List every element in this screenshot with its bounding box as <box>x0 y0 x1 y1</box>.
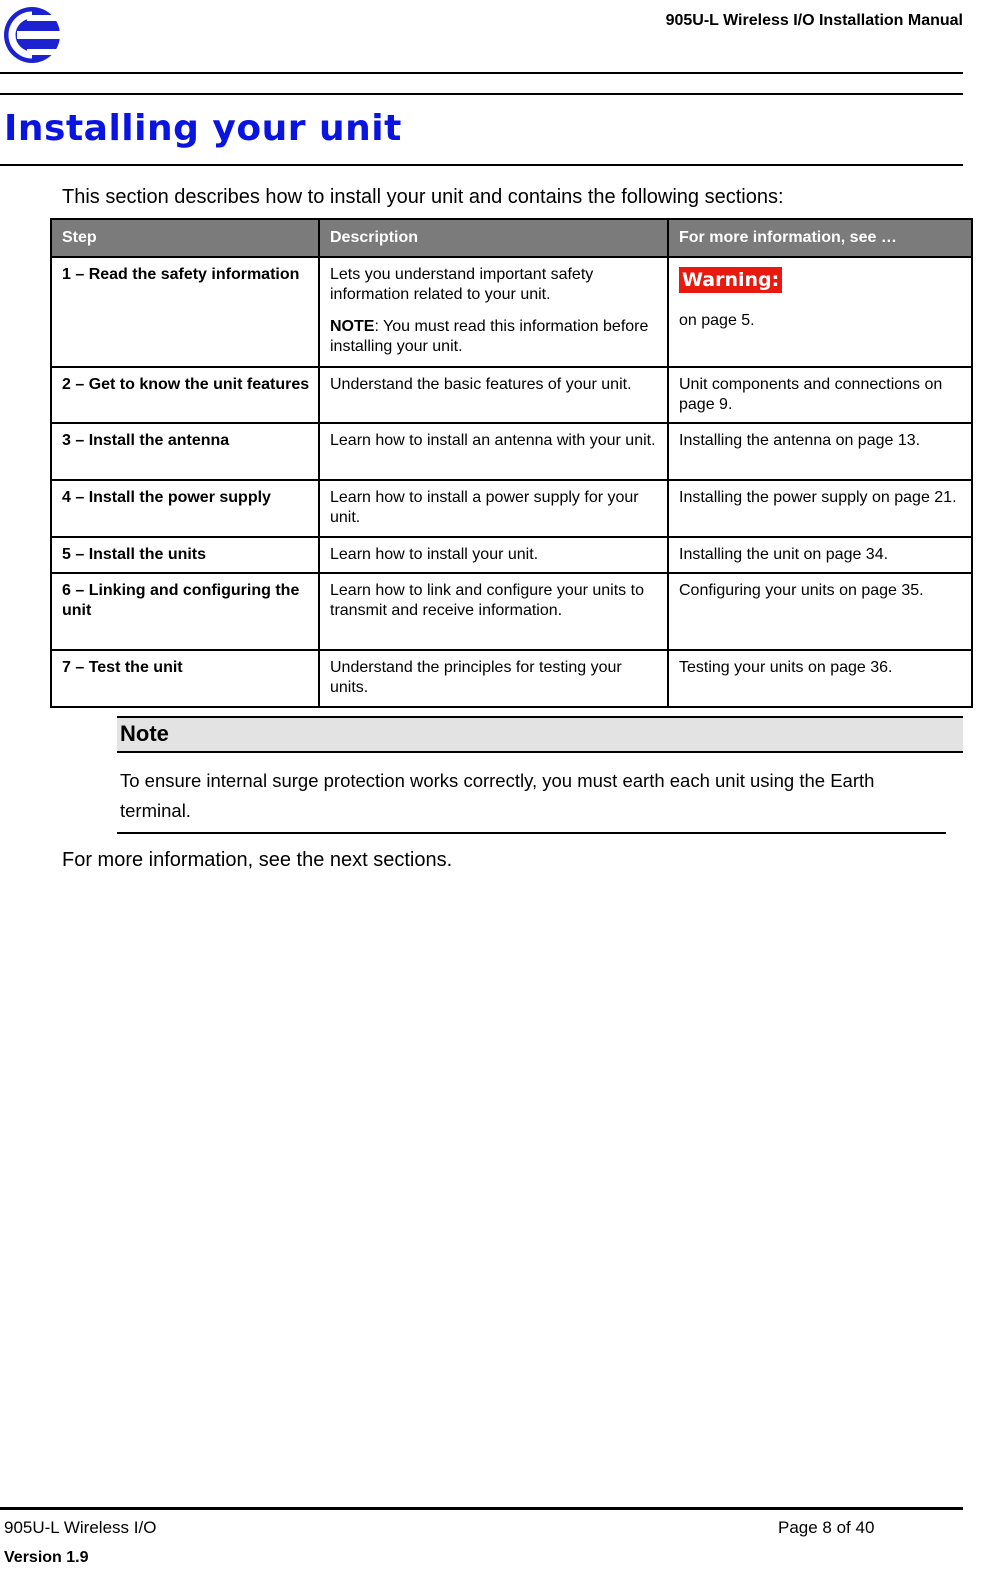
more-info-cell[interactable]: Installing the unit on page 34. <box>668 537 972 573</box>
description-cell: Learn how to install an antenna with your unit. <box>319 423 668 480</box>
title-bottom-rule <box>0 164 963 166</box>
intro-paragraph: This section describes how to install your unit and contains the following sections: <box>62 186 784 208</box>
column-header-description: Description <box>319 219 668 257</box>
note-bottom-rule <box>117 832 946 834</box>
description-cell: Learn how to link and configure your units to transmit and receive information. <box>319 573 668 650</box>
description-text: Lets you understand important safety information related to your unit. <box>330 266 594 303</box>
column-header-more-info: For more information, see … <box>668 219 972 257</box>
footer-product: 905U-L Wireless I/O <box>4 1518 157 1537</box>
more-info-cell[interactable]: Installing the antenna on page 13. <box>668 423 972 480</box>
step-cell: 3 – Install the antenna <box>51 423 319 480</box>
header-rule <box>0 72 963 74</box>
table-row <box>51 367 972 423</box>
step-cell: 1 – Read the safety information <box>51 257 319 367</box>
step-cell: 5 – Install the units <box>51 537 319 573</box>
note-label: NOTE <box>330 318 375 335</box>
table-row <box>51 573 972 650</box>
step-cell: 6 – Linking and configuring the unit <box>51 573 319 650</box>
more-info-text: on page 5. <box>679 312 755 329</box>
table-row <box>51 257 972 367</box>
more-info-cell[interactable]: Unit components and connections on page 9. <box>668 367 972 423</box>
column-header-step: Step <box>51 219 319 257</box>
closing-paragraph: For more information, see the next sections. <box>62 849 453 871</box>
installation-steps-table <box>50 218 973 708</box>
table-row <box>51 537 972 573</box>
step-cell: 2 – Get to know the unit features <box>51 367 319 423</box>
description-cell: Learn how to install your unit. <box>319 537 668 573</box>
note-box <box>117 716 963 826</box>
note-text: : You must read this information before installing your unit. <box>330 318 649 355</box>
table-row <box>51 423 972 480</box>
description-cell: Understand the principles for testing your units. <box>319 650 668 707</box>
more-info-cell[interactable]: Configuring your units on page 35. <box>668 573 972 650</box>
company-logo-icon <box>3 1 61 69</box>
table-header-row <box>51 219 972 257</box>
description-note <box>330 317 663 357</box>
step-cell: 4 – Install the power supply <box>51 480 319 537</box>
more-info-cell[interactable]: Testing your units on page 36. <box>668 650 972 707</box>
manual-header-title: 905U-L Wireless I/O Installation Manual <box>665 12 963 29</box>
more-info-cell <box>668 257 972 367</box>
description-cell <box>319 257 668 367</box>
description-cell: Understand the basic features of your unit. <box>319 367 668 423</box>
footer-version: Version 1.9 <box>4 1549 89 1566</box>
title-top-rule <box>0 93 963 95</box>
step-cell: 7 – Test the unit <box>51 650 319 707</box>
warning-link[interactable]: Warning: <box>679 267 782 293</box>
table-row <box>51 480 972 537</box>
note-heading: Note <box>117 716 963 753</box>
note-body: To ensure internal surge protection works correctly, you must earth each unit using the Earth terminal. <box>120 770 875 821</box>
footer-rule <box>0 1507 963 1510</box>
table-row <box>51 650 972 707</box>
more-info-cell[interactable]: Installing the power supply on page 21. <box>668 480 972 537</box>
description-cell: Learn how to install a power supply for your unit. <box>319 480 668 537</box>
section-title: Installing your unit <box>4 108 402 149</box>
footer-page-number: Page 8 of 40 <box>778 1518 875 1537</box>
